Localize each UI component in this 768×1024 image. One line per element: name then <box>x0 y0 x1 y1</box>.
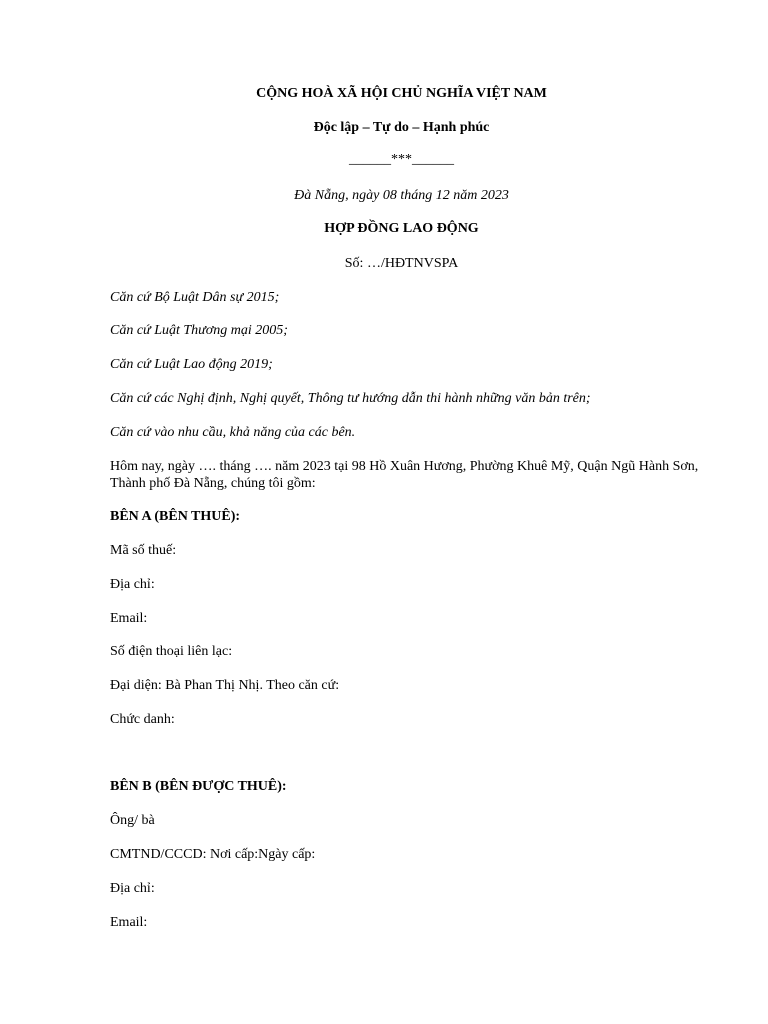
legal-basis-4: Căn cứ các Nghị định, Nghị quyết, Thông tư hướng dẫn thi hành những văn bản trên; <box>110 391 591 406</box>
legal-basis-1: Căn cứ Bộ Luật Dân sự 2015; <box>110 290 280 305</box>
party-b-name: Ông/ bà <box>110 813 155 828</box>
legal-basis-3: Căn cứ Luật Lao động 2019; <box>110 357 273 372</box>
party-a-phone: Số điện thoại liên lạc: <box>110 644 233 659</box>
party-b-email: Email: <box>110 915 148 930</box>
party-a-position: Chức danh: <box>110 712 175 727</box>
separator: ______***______ <box>349 152 454 167</box>
party-a-heading: BÊN A (BÊN THUÊ): <box>110 509 241 524</box>
motto: Độc lập – Tự do – Hạnh phúc <box>313 120 490 135</box>
party-b-heading: BÊN B (BÊN ĐƯỢC THUÊ): <box>110 779 287 794</box>
party-b-id: CMTND/CCCD: Nơi cấp:Ngày cấp: <box>110 847 316 862</box>
intro-paragraph: Hôm nay, ngày …. tháng …. năm 2023 tại 98 Hồ Xuân Hương, Phường Khuê Mỹ, Quận Ngũ Hành Sơn, Thành phố Đà Nẵng, chúng tôi gồm: <box>110 459 699 491</box>
party-a-representative: Đại diện: Bà Phan Thị Nhị. Theo căn cứ: <box>110 678 340 693</box>
party-b-address: Địa chỉ: <box>110 881 155 896</box>
contract-number: Số: …/HĐTNVSPA <box>344 256 459 271</box>
legal-basis-5: Căn cứ vào nhu cầu, khả năng của các bên. <box>110 425 356 440</box>
place-date: Đà Nẵng, ngày 08 tháng 12 năm 2023 <box>294 188 509 203</box>
party-a-tax-code: Mã số thuế: <box>110 543 177 558</box>
contract-title: HỢP ĐỒNG LAO ĐỘNG <box>324 221 479 236</box>
country-heading: CỘNG HOÀ XÃ HỘI CHỦ NGHĨA VIỆT NAM <box>256 86 547 101</box>
party-a-address: Địa chỉ: <box>110 577 155 592</box>
legal-basis-2: Căn cứ Luật Thương mại 2005; <box>110 323 288 338</box>
party-a-email: Email: <box>110 611 148 626</box>
